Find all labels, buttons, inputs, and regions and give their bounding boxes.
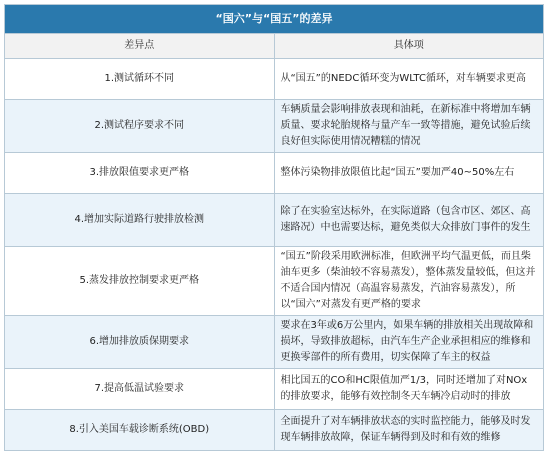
- difference-point-cell: 4.增加实际道路行驶排放检测: [5, 194, 275, 247]
- table-row: [5, 410, 544, 451]
- difference-point-cell: 6.增加排放质保期要求: [5, 316, 275, 369]
- table-row: [5, 194, 544, 247]
- detail-cell: 全面提升了对车辆排放状态的实时监控能力，能够及时发现车辆排放故障，保证车辆得到及时和有效的维修: [274, 410, 544, 451]
- detail-cell: 从“国五”的NEDC循环变为WLTC循环，对车辆要求更高: [274, 59, 544, 100]
- table-row: [5, 153, 544, 194]
- table-row: [5, 247, 544, 316]
- difference-point-cell: 8.引入美国车载诊断系统(OBD): [5, 410, 275, 451]
- header-difference-point: 差异点: [5, 34, 275, 59]
- table-row: [5, 316, 544, 369]
- detail-cell: 要求在3年或6万公里内，如果车辆的排放相关出现故障和损坏，导致排放超标，由汽车生产企业承担相应的维修和更换零部件的所有费用，切实保障了车主的权益: [274, 316, 544, 369]
- detail-cell: 除了在实验室达标外，在实际道路（包含市区、郊区、高速路况）中也需要达标，避免类似大众排放门事件的发生: [274, 194, 544, 247]
- table-title: “国六”与“国五”的差异: [5, 5, 544, 34]
- difference-point-cell: 5.蒸发排放控制要求更严格: [5, 247, 275, 316]
- header-specific-item: 具体项: [274, 34, 544, 59]
- table-row: [5, 369, 544, 410]
- difference-point-cell: 1.测试循环不同: [5, 59, 275, 100]
- comparison-table-container: [4, 4, 544, 451]
- comparison-table: [4, 4, 544, 451]
- table-row: [5, 59, 544, 100]
- difference-point-cell: 3.排放限值要求更严格: [5, 153, 275, 194]
- detail-cell: “国五”阶段采用欧洲标准，但欧洲平均气温更低，而且柴油车更多（柴油较不容易蒸发），整体蒸发量较低，但这并不适合国内情况（高温容易蒸发，汽油容易蒸发），所以“国六”对蒸发有更严格的要求: [274, 247, 544, 316]
- detail-cell: 车辆质量会影响排放表现和油耗，在新标准中将增加车辆质量、要求轮胎规格与量产车一致等措施，避免试验后续良好但实际使用情况糟糕的情况: [274, 100, 544, 153]
- table-row: [5, 100, 544, 153]
- detail-cell: 整体污染物排放限值比起“国五”要加严40~50%左右: [274, 153, 544, 194]
- difference-point-cell: 2.测试程序要求不同: [5, 100, 275, 153]
- detail-cell: 相比国五的CO和HC限值加严1/3，同时还增加了对NOx的排放要求，能够有效控制冬天车辆冷启动时的排放: [274, 369, 544, 410]
- difference-point-cell: 7.提高低温试验要求: [5, 369, 275, 410]
